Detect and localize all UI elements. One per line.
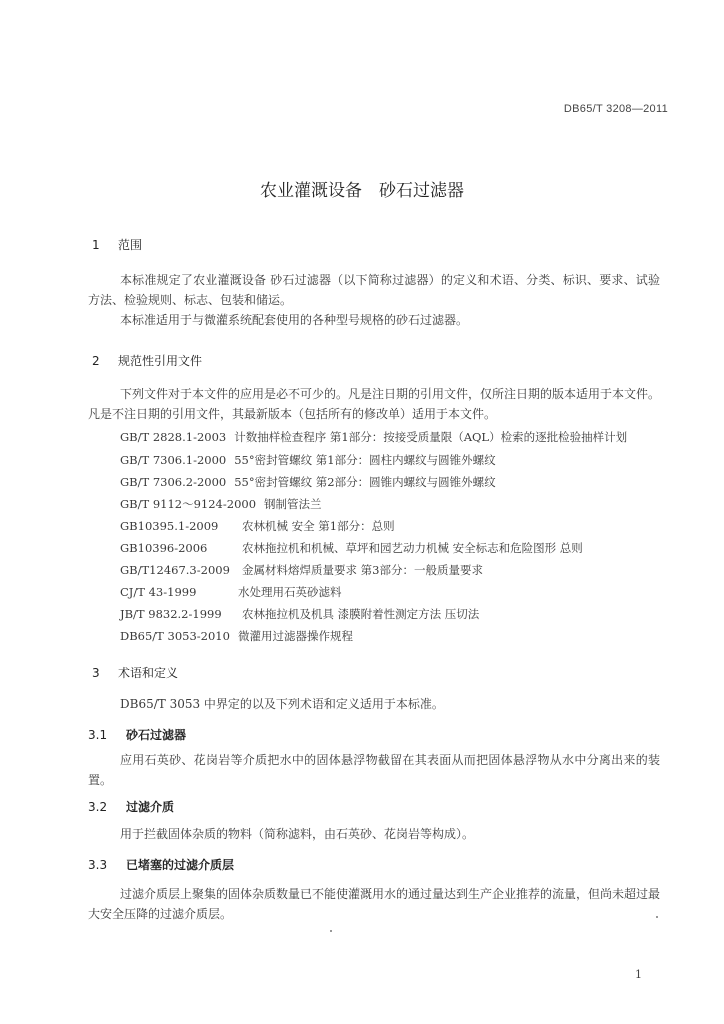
reference-code: GB/T 9112～9124-2000 <box>120 497 257 511</box>
reference-code: GB10396-2006 <box>120 541 208 555</box>
reference-item <box>120 452 496 468</box>
section-1-paragraph-1: 本标准规定了农业灌溉设备 砂石过滤器（以下简称过滤器）的定义和术语、分类、标识、要求、试验方法、检验规则、标志、包装和储运。 <box>88 273 660 307</box>
scan-speck <box>330 930 332 932</box>
page-number: 1 <box>635 968 642 981</box>
reference-item <box>120 540 583 556</box>
reference-item <box>120 584 342 600</box>
reference-code: CJ/T 43-1999 <box>120 585 197 599</box>
subsection-title: 过滤介质 <box>126 800 175 814</box>
section-1-paragraph-2: 本标准适用于与微灌系统配套使用的各种型号规格的砂石过滤器。 <box>120 313 469 327</box>
reference-code: GB/T12467.3-2009 <box>120 563 230 577</box>
subsection-title: 砂石过滤器 <box>126 728 187 742</box>
section-title: 规范性引用文件 <box>118 354 203 368</box>
reference-code: GB/T 7306.2-2000 <box>120 475 227 489</box>
reference-item <box>120 474 496 490</box>
scan-speck <box>656 916 658 918</box>
section-number: 3 <box>92 666 100 680</box>
section-2-heading <box>92 352 202 369</box>
document-title: 农业灌溉设备 砂石过滤器 <box>260 181 464 201</box>
reference-item <box>120 628 353 644</box>
reference-title: 钢制管法兰 <box>264 497 322 511</box>
reference-title: 农林拖拉机及机具 漆膜附着性测定方法 压切法 <box>242 607 480 621</box>
section-number: 1 <box>92 238 100 252</box>
subsection-title: 已堵塞的过滤介质层 <box>126 858 235 872</box>
reference-item <box>120 562 483 578</box>
subsection-number: 3.2 <box>88 800 108 814</box>
reference-code: JB/T 9832.2-1999 <box>120 607 222 621</box>
section-title: 范围 <box>118 238 143 252</box>
reference-title: 农林机械 安全 第1部分：总则 <box>242 519 395 533</box>
reference-title: 计数抽样检查程序 第1部分：按接受质量限（AQL）检索的逐批检验抽样计划 <box>234 430 628 444</box>
section-1-heading <box>92 236 142 253</box>
reference-title: 55°密封管螺纹 第2部分：圆锥内螺纹与圆锥外螺纹 <box>234 475 496 489</box>
subsection-3-1-heading <box>88 726 186 743</box>
subsection-3-3-heading <box>88 856 234 873</box>
subsection-3-2-text: 用于拦截固体杂质的物料（简称滤料，由石英砂、花岗岩等构成）。 <box>120 827 475 841</box>
section-3-heading <box>92 664 178 681</box>
reference-code: DB65/T 3053-2010 <box>120 629 230 643</box>
subsection-number: 3.1 <box>88 728 108 742</box>
subsection-3-2-heading <box>88 798 174 815</box>
section-number: 2 <box>92 354 100 368</box>
reference-title: 水处理用石英砂滤料 <box>238 585 342 599</box>
reference-title: 农林拖拉机和机械、草坪和园艺动力机械 安全标志和危险图形 总则 <box>242 541 583 555</box>
reference-title: 金属材料熔焊质量要求 第3部分：一般质量要求 <box>242 563 483 577</box>
reference-item <box>120 606 479 622</box>
reference-code: GB10395.1-2009 <box>120 519 219 533</box>
reference-title: 55°密封管螺纹 第1部分：圆柱内螺纹与圆锥外螺纹 <box>234 453 496 467</box>
reference-item <box>120 429 627 445</box>
subsection-3-1-text: 应用石英砂、花岗岩等介质把水中的固体悬浮物截留在其表面从而把固体悬浮物从水中分离出来的装置。 <box>88 753 660 787</box>
reference-code: GB/T 7306.1-2000 <box>120 453 227 467</box>
reference-title: 微灌用过滤器操作规程 <box>238 629 353 643</box>
subsection-number: 3.3 <box>88 858 108 872</box>
subsection-3-3-text: 过滤介质层上聚集的固体杂质数量已不能使灌溉用水的通过量达到生产企业推荐的流量，但尚未超过最大安全压降的过滤介质层。 <box>88 887 661 921</box>
reference-item <box>120 518 395 534</box>
section-2-paragraph-1: 下列文件对于本文件的应用是必不可少的。凡是注日期的引用文件，仅所注日期的版本适用于本文件。凡是不注日期的引用文件，其最新版本（包括所有的修改单）适用于本文件。 <box>88 387 661 421</box>
reference-item <box>120 496 322 512</box>
reference-code: GB/T 2828.1-2003 <box>120 430 227 444</box>
section-title: 术语和定义 <box>118 666 179 680</box>
section-3-paragraph-1: DB65/T 3053 中界定的以及下列术语和定义适用于本标准。 <box>120 697 444 711</box>
document-number: DB65/T 3208—2011 <box>563 103 668 115</box>
